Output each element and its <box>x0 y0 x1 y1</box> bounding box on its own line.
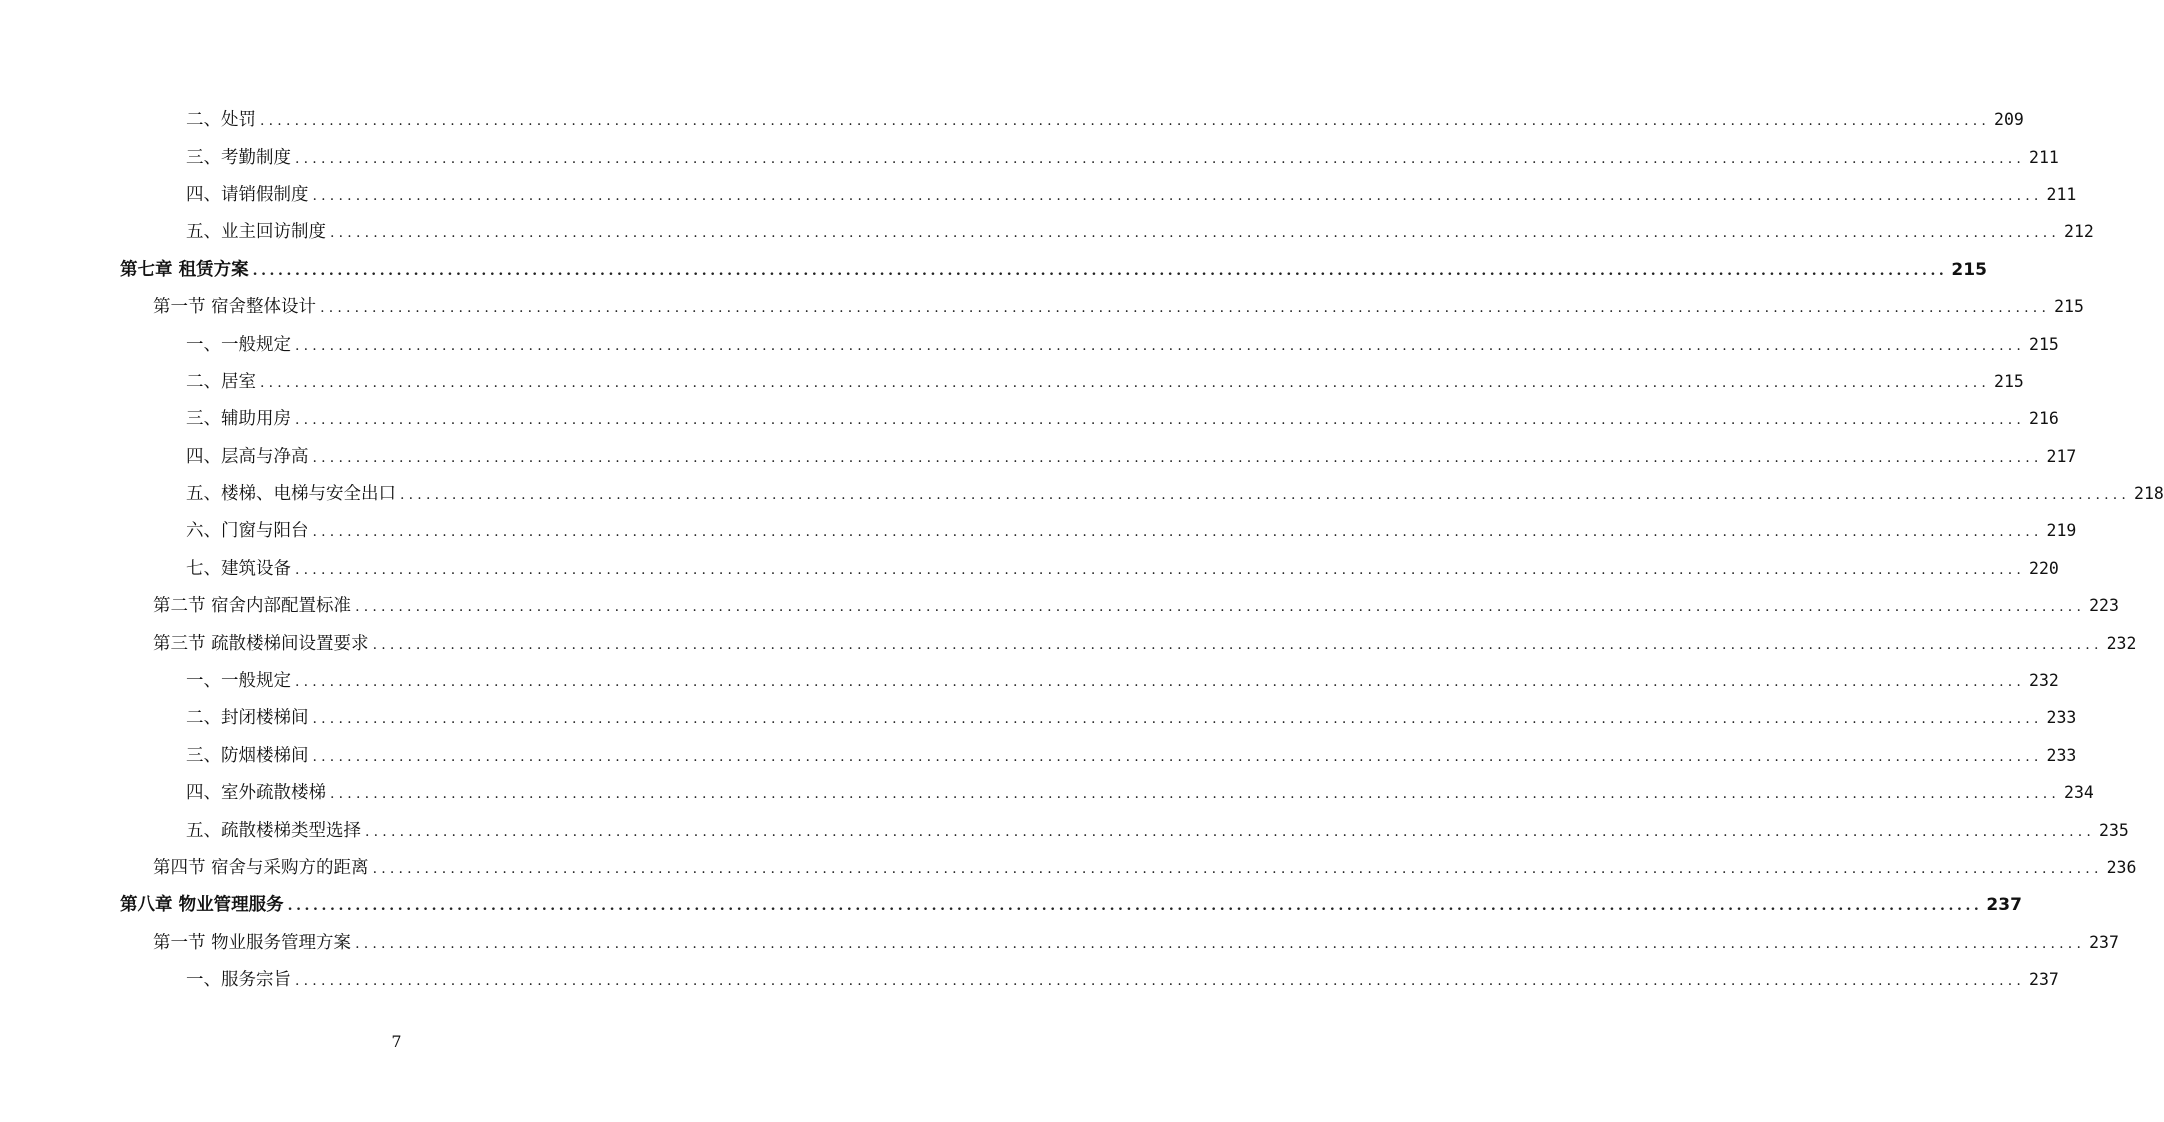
toc-entry-title: 第一节 物业服务管理方案 <box>153 932 352 953</box>
toc-entry[interactable] <box>0 960 2059 997</box>
toc-dot-leader: ........................................................................................................................................................................................................ <box>312 524 2043 541</box>
toc-entry-page: 217 <box>2046 446 2077 466</box>
toc-entry-page: 215 <box>1951 259 1987 280</box>
toc-dot-leader: ........................................................................................................................................................................................................ <box>252 262 1948 279</box>
toc-entry[interactable] <box>0 736 2077 773</box>
toc-entry-page: 211 <box>2046 184 2077 204</box>
toc-entry-title: 四、室外疏散楼梯 <box>186 783 326 804</box>
toc-dot-leader: ........................................................................................................................................................................................................ <box>287 898 1983 915</box>
toc-entry-line <box>186 106 2024 131</box>
toc-entry-page: 233 <box>2046 745 2077 765</box>
toc-entry-line <box>186 405 2059 430</box>
toc-entry[interactable] <box>0 848 2137 885</box>
toc-entry-title: 一、服务宗旨 <box>186 970 291 991</box>
toc-entry[interactable] <box>0 623 2137 660</box>
toc-entry-line <box>186 667 2059 692</box>
toc-entry-page: 237 <box>2089 932 2119 952</box>
toc-entry-page: 234 <box>2064 783 2094 803</box>
toc-entry[interactable] <box>0 287 2084 324</box>
toc-entry-title: 一、一般规定 <box>186 334 291 355</box>
toc-entry[interactable] <box>0 661 2059 698</box>
toc-entry-line <box>186 218 2094 243</box>
toc-entry-line <box>186 966 2059 991</box>
toc-entry-page: 237 <box>1986 895 2022 916</box>
toc-entry-title: 第二节 宿舍内部配置标准 <box>153 596 352 617</box>
toc-entry[interactable] <box>0 175 2077 212</box>
toc-entry-page: 215 <box>2029 334 2059 354</box>
toc-entry-title: 一、一般规定 <box>186 671 291 692</box>
toc-dot-leader: ........................................................................................................................................................................................................ <box>260 113 1991 130</box>
toc-entry-page: 236 <box>2106 858 2137 877</box>
toc-entry-title: 二、处罚 <box>186 110 256 131</box>
toc-entry-line <box>186 817 2129 842</box>
toc-dot-leader: ........................................................................................................................................................................................................ <box>372 861 2103 877</box>
toc-entry-title: 四、层高与净高 <box>186 446 309 467</box>
toc-entry-title: 四、请销假制度 <box>186 184 309 205</box>
toc-entry[interactable] <box>0 698 2077 735</box>
toc-entry[interactable] <box>0 399 2059 436</box>
toc-entry-line <box>186 742 2077 767</box>
toc-entry-title: 第四节 宿舍与采购方的距离 <box>153 858 369 878</box>
toc-dot-leader: ........................................................................................................................................................................................................ <box>330 225 2061 242</box>
toc-dot-leader: ........................................................................................................................................................................................................ <box>295 337 2026 354</box>
toc-entry-title: 五、业主回访制度 <box>186 222 326 243</box>
toc-entry-title: 二、封闭楼梯间 <box>186 708 309 729</box>
toc-entry-title: 三、考勤制度 <box>186 147 291 168</box>
toc-dot-leader: ........................................................................................................................................................................................................ <box>295 150 2026 167</box>
toc-entry-title: 三、辅助用房 <box>186 409 291 430</box>
toc-entry-title: 六、门窗与阳台 <box>186 521 309 542</box>
toc-entry-line <box>120 891 2022 916</box>
toc-entry[interactable] <box>0 586 2119 623</box>
toc-dot-leader: ........................................................................................................................................................................................................ <box>355 935 2086 952</box>
toc-entry-page: 235 <box>2099 820 2129 840</box>
toc-entry-title: 三、防烟楼梯间 <box>186 745 309 766</box>
toc-entry-page: 215 <box>2054 297 2084 317</box>
toc-entry-page: 216 <box>2029 409 2059 429</box>
toc-dot-leader: ........................................................................................................................................................................................................ <box>312 748 2043 765</box>
toc-entry-line <box>186 704 2077 729</box>
toc-entry-line <box>153 293 2084 318</box>
toc-entry-line <box>186 480 2164 505</box>
toc-entry[interactable] <box>0 885 2022 922</box>
toc-dot-leader: ........................................................................................................................................................................................................ <box>260 374 1991 391</box>
toc-dot-leader: ........................................................................................................................................................................................................ <box>295 973 2026 990</box>
toc-entry-page: 233 <box>2046 708 2077 728</box>
toc-dot-leader: ........................................................................................................................................................................................................ <box>320 300 2051 317</box>
toc-entry-line <box>153 592 2119 617</box>
toc-entry[interactable] <box>0 474 2164 511</box>
toc-dot-leader: ........................................................................................................................................................................................................ <box>365 823 2096 840</box>
toc-entry-line <box>186 331 2059 356</box>
table-of-contents <box>0 100 2164 997</box>
toc-entry-line <box>153 630 2137 655</box>
toc-entry-line <box>186 443 2077 468</box>
toc-entry-page: 212 <box>2064 222 2094 242</box>
toc-entry-title: 七、建筑设备 <box>186 558 291 579</box>
toc-entry-page: 232 <box>2106 633 2137 653</box>
toc-entry-line <box>186 181 2077 206</box>
toc-entry[interactable] <box>0 100 2024 137</box>
toc-entry[interactable] <box>0 923 2119 960</box>
toc-dot-leader: ........................................................................................................................................................................................................ <box>312 187 2043 204</box>
toc-dot-leader: ........................................................................................................................................................................................................ <box>295 561 2026 578</box>
toc-entry-page: 232 <box>2029 671 2059 691</box>
toc-dot-leader: ........................................................................................................................................................................................................ <box>312 449 2043 466</box>
toc-dot-leader: ........................................................................................................................................................................................................ <box>400 487 2131 504</box>
toc-entry-page: 218 <box>2134 484 2164 504</box>
toc-entry-page: 220 <box>2029 558 2059 578</box>
toc-entry-page: 219 <box>2046 521 2077 541</box>
toc-entry[interactable] <box>0 137 2059 174</box>
toc-entry-line <box>186 517 2077 542</box>
toc-entry-line <box>153 929 2119 954</box>
toc-entry[interactable] <box>0 362 2024 399</box>
toc-entry[interactable] <box>0 250 1987 287</box>
toc-dot-leader: ........................................................................................................................................................................................................ <box>295 674 2026 691</box>
toc-entry[interactable] <box>0 511 2077 548</box>
toc-entry-line <box>186 368 2024 393</box>
toc-dot-leader: ........................................................................................................................................................................................................ <box>330 786 2061 803</box>
toc-entry-line <box>120 256 1987 281</box>
toc-dot-leader: ........................................................................................................................................................................................................ <box>372 636 2103 653</box>
toc-entry[interactable] <box>0 437 2077 474</box>
page-number: 7 <box>391 1032 402 1051</box>
toc-entry-title: 第七章 租赁方案 <box>120 259 249 280</box>
toc-entry-line <box>186 555 2059 580</box>
toc-entry[interactable] <box>0 324 2059 361</box>
toc-entry-line <box>153 854 2137 879</box>
toc-entry-page: 215 <box>1994 371 2024 391</box>
toc-entry[interactable] <box>0 212 2094 249</box>
toc-entry-line <box>186 779 2094 804</box>
toc-entry-title: 第八章 物业管理服务 <box>120 895 284 916</box>
toc-entry-line <box>186 144 2059 169</box>
toc-entry[interactable] <box>0 810 2129 847</box>
toc-entry[interactable] <box>0 549 2059 586</box>
toc-entry-page: 211 <box>2029 147 2059 167</box>
toc-entry-title: 第一节 宿舍整体设计 <box>153 297 317 318</box>
toc-entry[interactable] <box>0 773 2094 810</box>
toc-dot-leader: ........................................................................................................................................................................................................ <box>312 711 2043 728</box>
toc-entry-page: 237 <box>2029 970 2059 990</box>
toc-dot-leader: ........................................................................................................................................................................................................ <box>295 412 2026 429</box>
toc-entry-page: 223 <box>2089 596 2119 616</box>
toc-entry-title: 五、疏散楼梯类型选择 <box>186 820 361 841</box>
toc-entry-title: 五、楼梯、电梯与安全出口 <box>186 484 396 505</box>
toc-entry-title: 二、居室 <box>186 371 256 392</box>
toc-entry-page: 209 <box>1994 110 2024 130</box>
toc-entry-title: 第三节 疏散楼梯间设置要求 <box>153 633 369 654</box>
toc-dot-leader: ........................................................................................................................................................................................................ <box>355 599 2086 616</box>
